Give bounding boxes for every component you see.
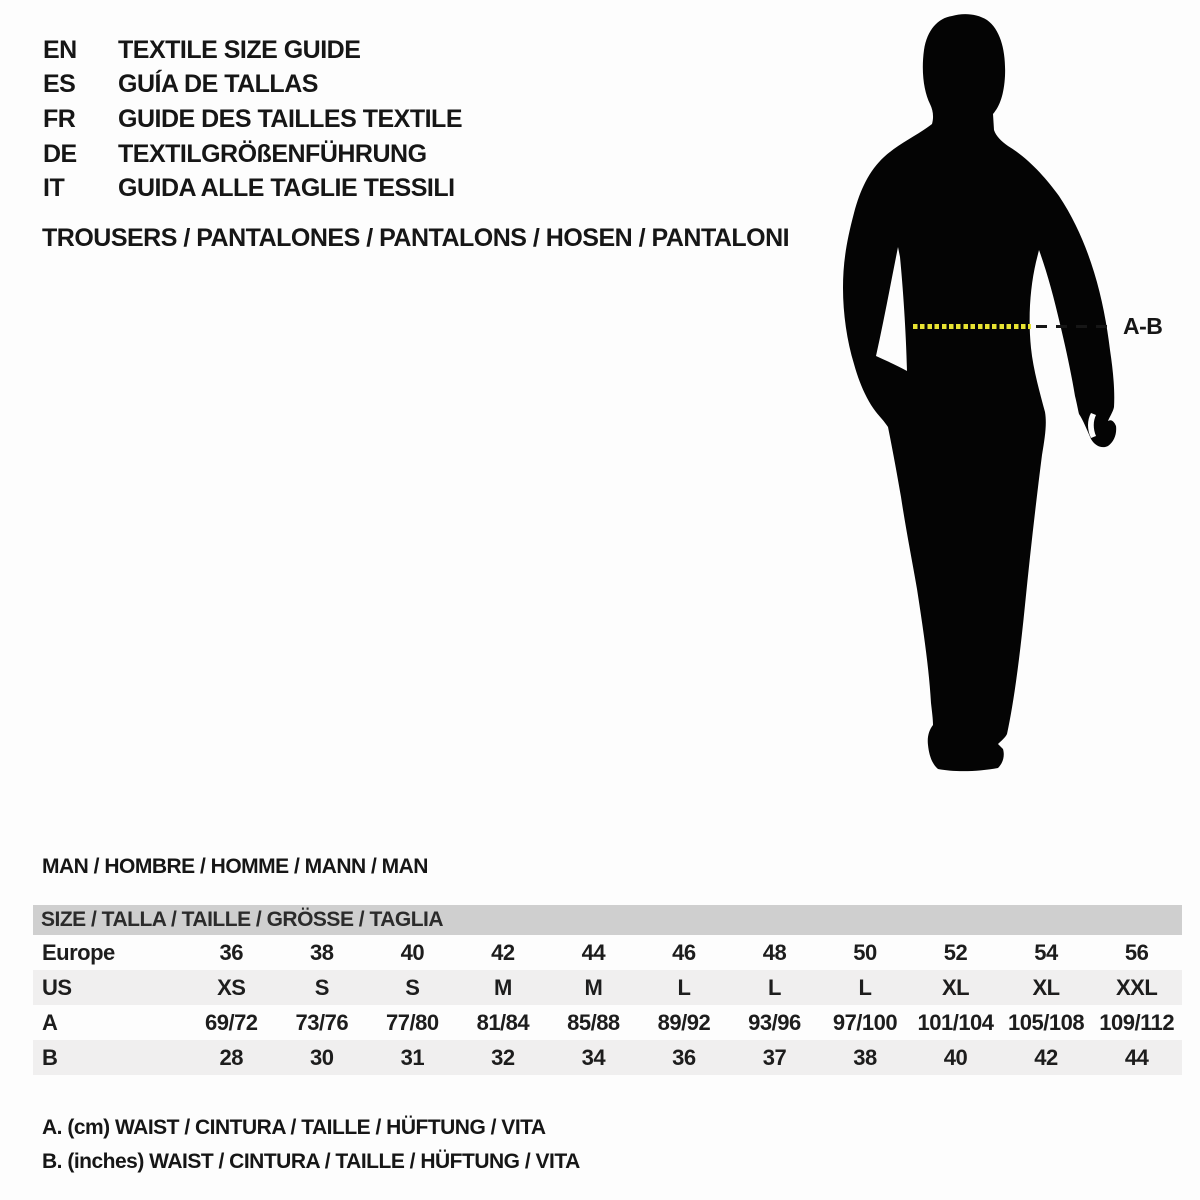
language-list <box>43 33 462 206</box>
lang-label: GUIDA ALLE TAGLIE TESSILI <box>118 174 455 203</box>
lang-row-de <box>43 137 462 172</box>
size-cell: XS <box>217 974 246 1000</box>
size-cell: 73/76 <box>295 1009 349 1035</box>
man-silhouette-figure <box>820 0 1180 800</box>
size-cell: 54 <box>1034 939 1058 965</box>
size-cell: 28 <box>219 1044 243 1070</box>
product-types-line: TROUSERS / PANTALONES / PANTALONS / HOSEN / PANTALONI <box>42 224 790 252</box>
lang-code: FR <box>43 104 76 133</box>
size-cell: S <box>405 974 420 1000</box>
lang-label: TEXTILE SIZE GUIDE <box>118 35 361 64</box>
size-cell: 34 <box>581 1044 606 1070</box>
size-cell: 42 <box>491 939 515 965</box>
lang-code: DE <box>43 139 77 168</box>
row-label: Europe <box>42 939 115 965</box>
size-cell: 97/100 <box>832 1009 898 1035</box>
footnotes <box>42 1111 580 1179</box>
size-cell: 50 <box>853 939 877 965</box>
size-cell: 32 <box>491 1044 515 1070</box>
size-cell: S <box>314 974 329 1000</box>
table-row <box>33 970 1182 1005</box>
lang-row-it <box>43 171 462 206</box>
lang-row-fr <box>43 102 462 137</box>
row-label: A <box>42 1009 58 1035</box>
waist-measure-dotted-line <box>913 324 1031 329</box>
size-cell: L <box>858 974 872 1000</box>
measure-label: A-B <box>1123 313 1163 339</box>
size-table-section <box>33 905 1182 1075</box>
size-cell: 38 <box>853 1044 877 1070</box>
size-cell: 38 <box>310 939 334 965</box>
section-heading-man: MAN / HOMBRE / HOMME / MANN / MAN <box>42 855 428 878</box>
size-cell: M <box>493 974 512 1000</box>
size-cell: 44 <box>581 939 606 965</box>
lang-row-es <box>43 68 462 103</box>
size-cell: L <box>767 974 781 1000</box>
row-label: B <box>42 1044 58 1070</box>
footnote-a: A. (cm) WAIST / CINTURA / TAILLE / HÜFTUNG / VITA <box>42 1116 546 1139</box>
footnote-b: B. (inches) WAIST / CINTURA / TAILLE / HÜFTUNG / VITA <box>42 1150 580 1173</box>
man-silhouette <box>843 14 1116 771</box>
size-cell: 109/112 <box>1099 1009 1175 1035</box>
lang-code: EN <box>43 35 77 64</box>
table-row <box>33 1005 1182 1040</box>
size-cell: XL <box>941 974 970 1000</box>
size-table <box>33 935 1182 1075</box>
size-cell: 77/80 <box>386 1009 439 1035</box>
size-cell: 44 <box>1124 1044 1149 1070</box>
lang-code: IT <box>43 174 65 203</box>
size-cell: 69/72 <box>204 1009 258 1035</box>
size-cell: 89/92 <box>657 1009 711 1035</box>
size-cell: 85/88 <box>567 1009 620 1035</box>
size-cell: 52 <box>943 939 968 965</box>
size-cell: 36 <box>219 939 243 965</box>
lang-code: ES <box>43 70 76 99</box>
size-cell: 46 <box>672 939 696 965</box>
size-cell: XXL <box>1116 974 1158 1000</box>
size-cell: 81/84 <box>476 1009 530 1035</box>
lang-label: GUIDE DES TAILLES TEXTILE <box>118 104 463 133</box>
size-cell: 93/96 <box>748 1009 801 1035</box>
size-cell: 48 <box>762 939 787 965</box>
row-label: US <box>42 974 72 1000</box>
lang-label: TEXTILGRÖßENFÜHRUNG <box>118 139 427 168</box>
size-cell: 101/104 <box>917 1009 994 1035</box>
size-cell: 36 <box>672 1044 696 1070</box>
size-cell: 30 <box>310 1044 334 1070</box>
size-cell: 40 <box>400 939 425 965</box>
size-cell: XL <box>1032 974 1060 1000</box>
table-row <box>33 935 1182 970</box>
lang-label: GUÍA DE TALLAS <box>118 70 318 99</box>
size-cell: M <box>584 974 603 1000</box>
size-cell: 56 <box>1124 939 1149 965</box>
size-cell: 42 <box>1034 1044 1058 1070</box>
size-cell: 37 <box>762 1044 787 1070</box>
waist-measure-dashed-line <box>1036 325 1116 328</box>
size-cell: 105/108 <box>1008 1009 1085 1035</box>
size-cell: L <box>677 974 691 1000</box>
lang-row-en <box>43 33 462 68</box>
table-row <box>33 1040 1182 1075</box>
size-cell: 31 <box>400 1044 425 1070</box>
size-table-header: SIZE / TALLA / TAILLE / GRÖSSE / TAGLIA <box>33 905 1182 935</box>
size-cell: 40 <box>943 1044 968 1070</box>
